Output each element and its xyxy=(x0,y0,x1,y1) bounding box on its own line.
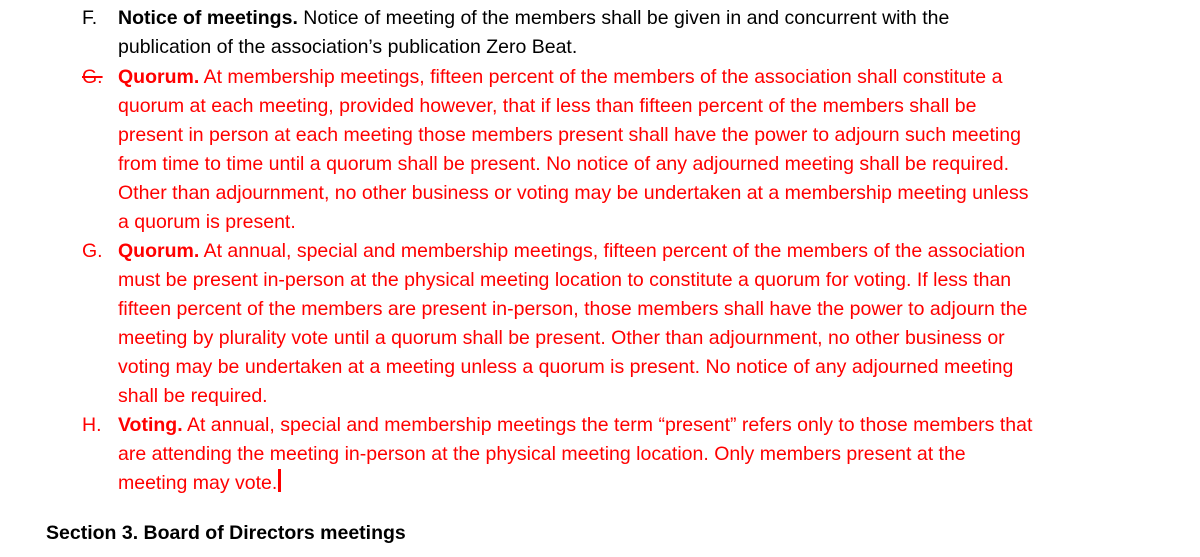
list-marker: G. xyxy=(82,240,103,262)
list-item-body[interactable] xyxy=(118,4,1178,62)
item-text: At membership meetings, fifteen percent of the members of the association shall constitute a quorum at each meeting, provided however, that if less than fifteen percent of the members shall be present in person at each meeting those members present shall have the power to adjourn such meeting from time to time until a quorum shall be present. No notice of any adjourned meeting shall be required. Other than adjournment, no other business or voting may be undertaken at a membership meeting unless a quorum is present. xyxy=(118,66,1029,233)
item-text: At annual, special and membership meetings, fifteen percent of the members of the association must be present in-person at the physical meeting location to constitute a quorum for voting. If less than fifteen percent of the members are present in-person, those members shall have the power to adjourn the meeting by plurality vote until a quorum shall be present. Other than adjournment, no other business or voting may be undertaken at a meeting unless a quorum is present. No notice of any adjourned meeting shall be required. xyxy=(118,240,1028,407)
list-marker: F. xyxy=(82,7,98,29)
list-marker: G. xyxy=(82,66,103,88)
item-heading: Voting. xyxy=(118,414,183,436)
item-heading: Notice of meetings. xyxy=(118,7,298,29)
text-cursor xyxy=(278,469,281,492)
list-item-body[interactable] xyxy=(118,411,1178,498)
item-text: Notice of meeting of the members shall be given in and concurrent with the publication of the association’s publication Zero Beat. xyxy=(118,7,950,58)
list-item-body[interactable] xyxy=(118,63,1178,237)
list-item-body[interactable] xyxy=(118,237,1178,411)
section-heading: Section 3. Board of Directors meetings xyxy=(46,522,406,544)
item-text: At annual, special and membership meetings the term “present” refers only to those members that are attending the meeting in-person at the physical meeting location. Only members present at the meeting may vote. xyxy=(118,414,1033,494)
list-marker: H. xyxy=(82,414,102,436)
item-heading: Quorum. xyxy=(118,240,200,262)
item-heading: Quorum. xyxy=(118,66,200,88)
